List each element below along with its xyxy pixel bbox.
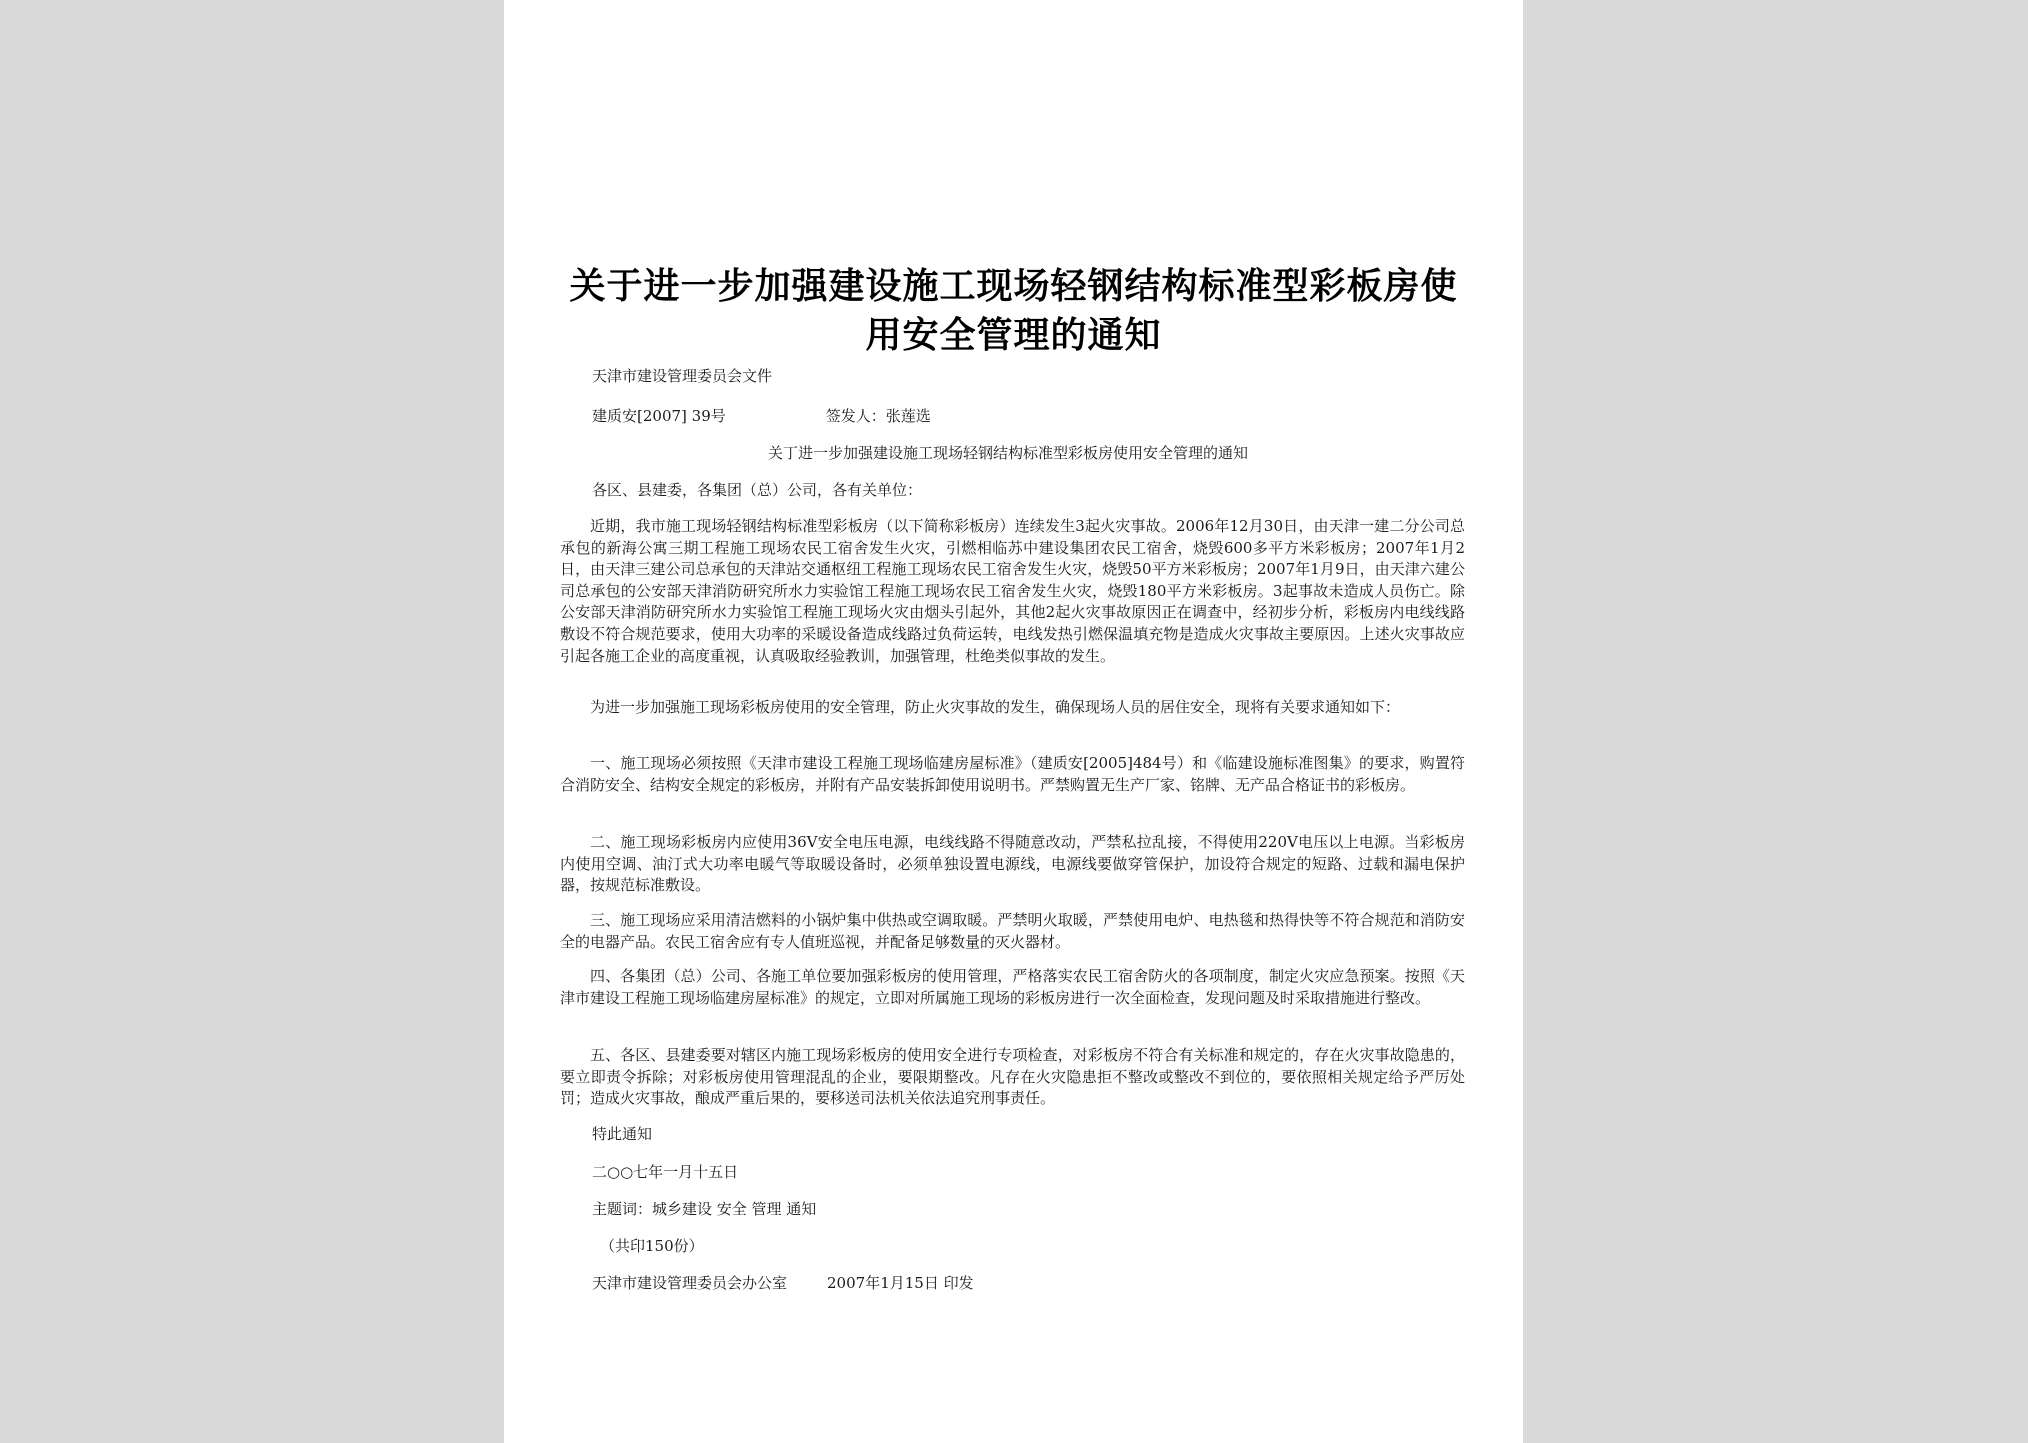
document-page xyxy=(504,0,1523,1443)
body-paragraph-1: 近期，我市施工现场轻钢结构标准型彩板房（以下简称彩板房）连续发生3起火灾事故。2006年12月30日，由天津一建二分公司总承包的新海公寓三期工程施工现场农民工宿舍发生火灾，引燃相临苏中建设集团农民工宿舍，烧毁600多平方米彩板房；2007年1月2日，由天津三建公司总承包的天津站交通枢纽工程施工现场农民工宿舍发生火灾，烧毁50平方米彩板房；2007年1月9日，由天津六建公司总承包的公安部天津消防研究所水力实验馆工程施工现场农民工宿舍发生火灾，烧毁180平方米彩板房。3起事故未造成人员伤亡。除公安部天津消防研究所水力实验馆工程施工现场火灾由烟头引起外，其他2起火灾事故原因正在调查中，经初步分析，彩板房内电线线路敷设不符合规范要求，使用大功率的采暖设备造成线路过负荷运转，电线发热引燃保温填充物是造成火灾事故主要原因。上述火灾事故应引起各施工企业的高度重视，认真吸取经验教训，加强管理，杜绝类似事故的发生。 xyxy=(560,517,1465,665)
issuer-line: 天津市建设管理委员会文件 xyxy=(592,367,773,385)
keywords-line: 主题词：城乡建设 安全 管理 通知 xyxy=(592,1200,817,1218)
footer-date: 2007年1月15日 印发 xyxy=(827,1274,974,1292)
body-paragraph-2: 为进一步加强施工现场彩板房使用的安全管理，防止火灾事故的发生，确保现场人员的居住安全，现将有关要求通知如下： xyxy=(590,698,1401,716)
copies-line: （共印150份） xyxy=(600,1237,704,1255)
doc-number-line xyxy=(592,406,931,426)
body-paragraph-7: 五、各区、县建委要对辖区内施工现场彩板房的使用安全进行专项检查，对彩板房不符合有关标准和规定的，存在火灾事故隐患的，要立即责令拆除；对彩板房使用管理混乱的企业，要限期整改。凡存在火灾隐患拒不整改或整改不到位的，要依照相关规定给予严厉处罚；造成火灾事故，酿成严重后果的，要移送司法机关依法追究刑事责任。 xyxy=(560,1046,1465,1108)
salutation: 各区、县建委，各集团（总）公司，各有关单位： xyxy=(592,481,923,499)
footer-line xyxy=(592,1273,974,1293)
closing-line: 特此通知 xyxy=(592,1125,653,1143)
doc-number: 建质安[2007] 39号 xyxy=(592,407,726,425)
signer: 签发人：张莲选 xyxy=(825,407,931,425)
body-paragraph-4: 二、施工现场彩板房内应使用36V安全电压电源，电线线路不得随意改动，严禁私拉乱接，不得使用220V电压以上电源。当彩板房内使用空调、油汀式大功率电暖气等取暖设备时，必须单独设置电源线，电源线要做穿管保护，加设符合规定的短路、过载和漏电保护器，按规范标准敷设。 xyxy=(560,833,1465,895)
document-subtitle: 关丁进一步加强建设施工现场轻钢结构标准型彩板房使用安全管理的通知 xyxy=(768,444,1249,462)
footer-office: 天津市建设管理委员会办公室 xyxy=(592,1274,788,1292)
document-title: 关于进一步加强建设施工现场轻钢结构标准型彩板房使用安全管理的通知 xyxy=(569,266,1458,356)
date-line: 二○○七年一月十五日 xyxy=(592,1163,739,1181)
body-paragraph-3: 一、施工现场必须按照《天津市建设工程施工现场临建房屋标准》（建质安[2005]484号）和《临建设施标准图集》的要求，购置符合消防安全、结构安全规定的彩板房，并附有产品安装拆卸使用说明书。严禁购置无生产厂家、铭牌、无产品合格证书的彩板房。 xyxy=(560,754,1465,794)
body-paragraph-5: 三、施工现场应采用清洁燃料的小锅炉集中供热或空调取暖。严禁明火取暖，严禁使用电炉、电热毯和热得快等不符合规范和消防安全的电器产品。农民工宿舍应有专人值班巡视，并配备足够数量的灭火器材。 xyxy=(560,911,1465,951)
body-paragraph-6: 四、各集团（总）公司、各施工单位要加强彩板房的使用管理，严格落实农民工宿舍防火的各项制度，制定火灾应急预案。按照《天津市建设工程施工现场临建房屋标准》的规定，立即对所属施工现场的彩板房进行一次全面检查，发现问题及时采取措施进行整改。 xyxy=(560,967,1465,1007)
